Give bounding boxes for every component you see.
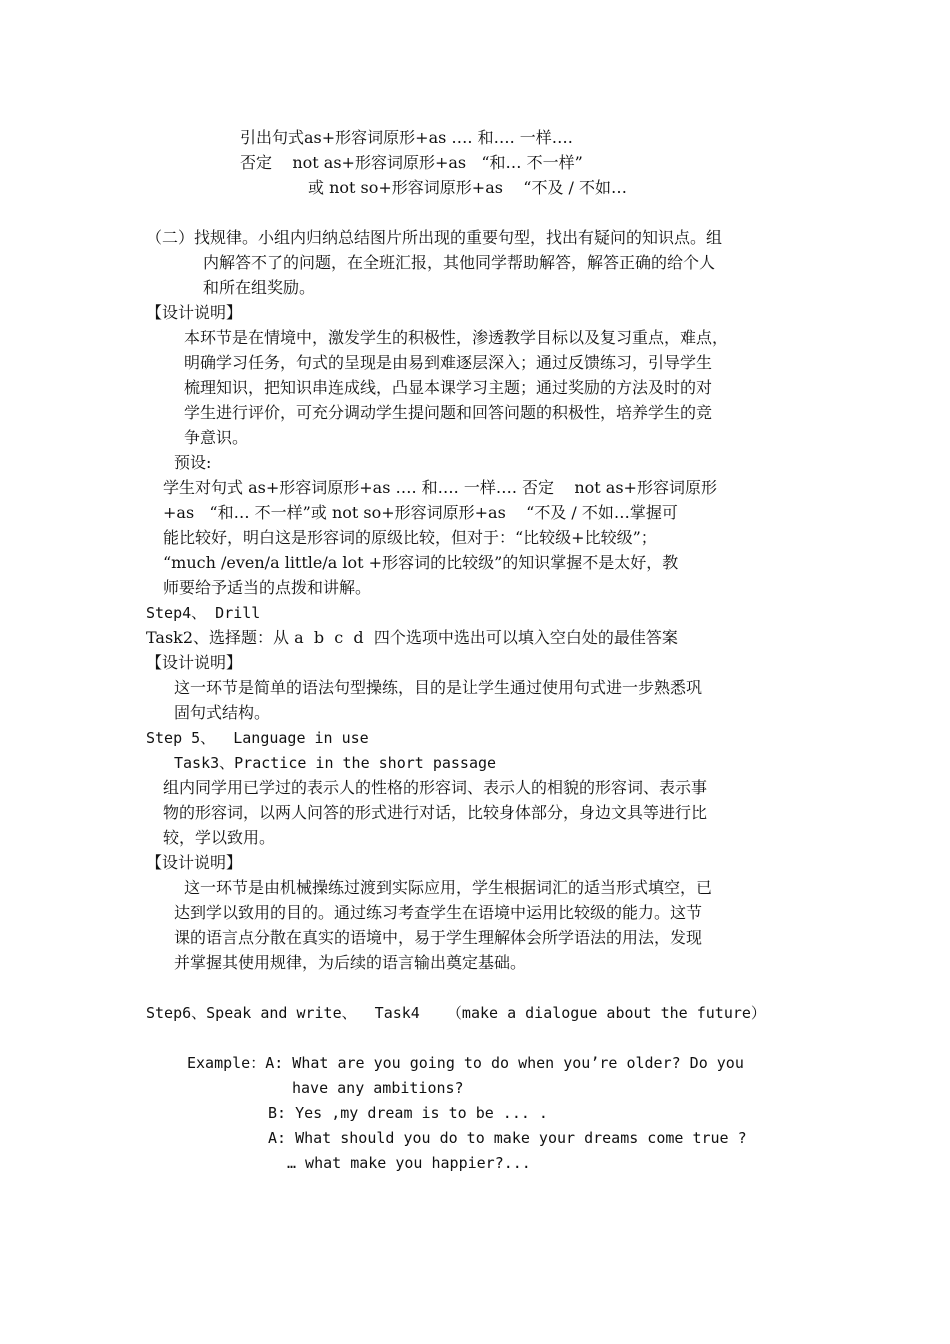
text-line: 内解答不了的问题，在全班汇报，其他同学帮助解答，解答正确的给个人 bbox=[203, 253, 716, 272]
text-line: （二）找规律。小组内归纳总结图片所出现的重要句型，找出有疑问的知识点。组 bbox=[146, 228, 723, 247]
text-line: 学生进行评价，可充分调动学生提问题和回答问题的积极性，培养学生的竞 bbox=[184, 403, 713, 422]
text-line: 并掌握其使用规律，为后续的语言输出奠定基础。 bbox=[174, 953, 527, 972]
text-line: 学生对句式 as+形容词原形+as …. 和…. 一样…. 否定 not as+形容词原形 bbox=[163, 478, 717, 497]
task-heading: Task2、选择题：从 a b c d 四个选项中选出可以填入空白处的最佳答案 bbox=[146, 628, 678, 647]
text-line: 固句式结构。 bbox=[174, 703, 271, 722]
text-line: 物的形容词，以两人问答的形式进行对话，比较身体部分，身边文具等进行比 bbox=[163, 803, 708, 822]
text-line: 组内同学用已学过的表示人的性格的形容词、表示人的相貌的形容词、表示事 bbox=[163, 778, 708, 797]
example-line: A: What should you do to make your dreams come true ? bbox=[268, 1129, 747, 1147]
section-heading: 【设计说明】 bbox=[146, 853, 243, 872]
text-line: 本环节是在情境中，激发学生的积极性，渗透教学目标以及复习重点，难点， bbox=[184, 328, 729, 347]
text-line: 较，学以致用。 bbox=[163, 828, 276, 847]
text-line: 预设: bbox=[174, 453, 212, 472]
text-line: 课的语言点分散在真实的语境中，易于学生理解体会所学语法的用法，发现 bbox=[174, 928, 703, 947]
text-line: 和所在组奖励。 bbox=[203, 278, 316, 297]
text-line: 或 not so+形容词原形+as “不及 / 不如… bbox=[308, 178, 628, 197]
step-heading: Step 5、 Language in use bbox=[146, 729, 369, 747]
text-line: 争意识。 bbox=[184, 428, 249, 447]
text-line: 这一环节是由机械操练过渡到实际应用，学生根据词汇的适当形式填空，已 bbox=[184, 878, 713, 897]
section-heading: 【设计说明】 bbox=[146, 653, 243, 672]
text-line: 师要给予适当的点拨和讲解。 bbox=[163, 578, 372, 597]
example-line: … what make you happier?... bbox=[287, 1154, 531, 1172]
example-line: B: Yes ,my dream is to be ... . bbox=[268, 1104, 548, 1122]
text-line: 这一环节是简单的语法句型操练，目的是让学生通过使用句式进一步熟悉巩 bbox=[174, 678, 703, 697]
text-line: 否定 not as+形容词原形+as “和… 不一样” bbox=[240, 153, 583, 172]
text-line: 达到学以致用的目的。通过练习考查学生在语境中运用比较级的能力。这节 bbox=[174, 903, 703, 922]
example-line: have any ambitions? bbox=[292, 1079, 464, 1097]
text-line: 能比较好，明白这是形容词的原级比较，但对于：“比较级+比较级”； bbox=[163, 528, 657, 547]
text-line: +as “和… 不一样”或 not so+形容词原形+as “不及 / 不如…掌握可 bbox=[163, 503, 678, 522]
text-line: 梳理知识，把知识串连成线，凸显本课学习主题；通过奖励的方法及时的对 bbox=[184, 378, 713, 397]
task-heading: Task3、Practice in the short passage bbox=[174, 754, 497, 772]
text-line: 明确学习任务，句式的呈现是由易到难逐层深入；通过反馈练习，引导学生 bbox=[184, 353, 713, 372]
text-line: 引出句式as+形容词原形+as …. 和…. 一样…. bbox=[240, 128, 573, 147]
section-heading: 【设计说明】 bbox=[146, 303, 243, 322]
text-line: “much /even/a little/a lot +形容词的比较级”的知识掌握不是太好，教 bbox=[163, 553, 679, 572]
example-line: Example：A: What are you going to do when you’re older? Do you bbox=[187, 1054, 744, 1072]
step-heading: Step6、Speak and write、 Task4 （make a dialogue about the future） bbox=[146, 1004, 766, 1022]
step-heading: Step4、 Drill bbox=[146, 604, 261, 622]
